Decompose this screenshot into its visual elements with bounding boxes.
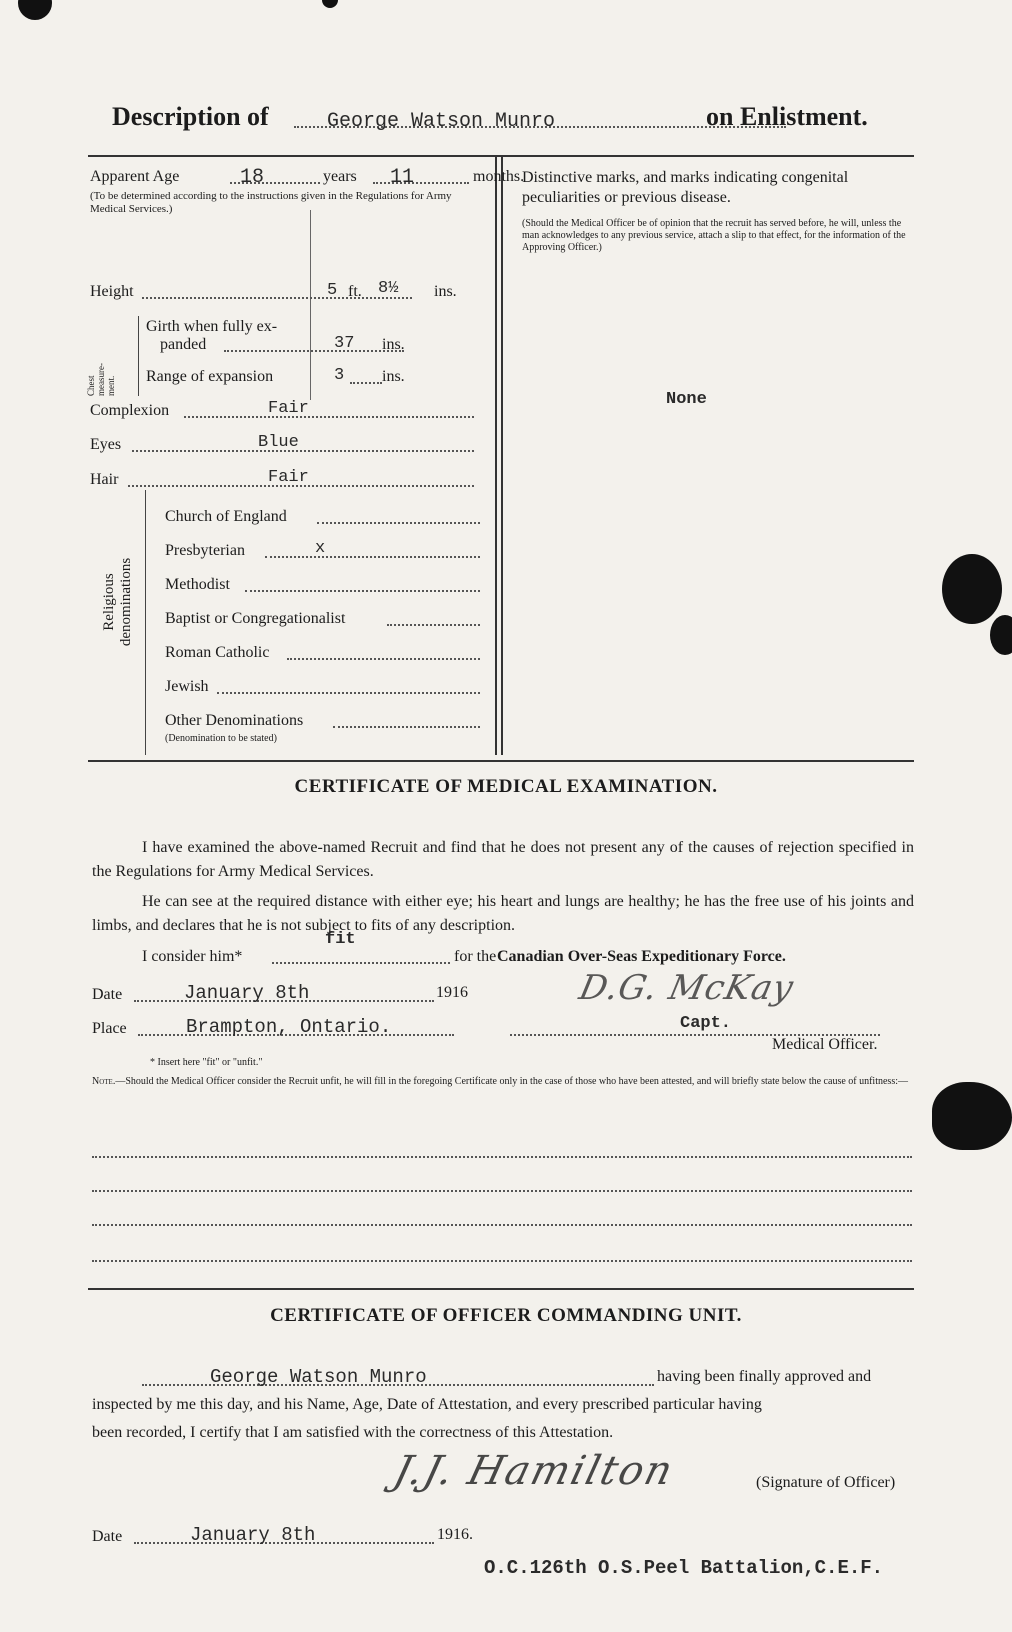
ink-blot-top-left xyxy=(18,0,52,20)
religion-dots xyxy=(287,658,480,660)
religion-dots xyxy=(317,522,480,524)
apparent-age-row xyxy=(90,166,525,190)
religion-label: Jewish xyxy=(165,678,209,695)
medical-rank: Capt. xyxy=(680,1014,732,1033)
medical-place-value: Brampton, Ontario. xyxy=(186,1016,392,1038)
ink-blot-right-3 xyxy=(932,1082,1012,1150)
age-years-value: 18 xyxy=(240,166,265,189)
unfit-line xyxy=(92,1260,912,1262)
force-label: Canadian Over-Seas Expeditionary Force. xyxy=(497,948,786,965)
commanding-date-value: January 8th xyxy=(190,1524,316,1546)
religion-bracket-line xyxy=(145,490,146,755)
religion-label: Methodist xyxy=(165,576,230,593)
age-label: Apparent Age xyxy=(90,168,180,185)
age-note: (To be determined according to the instructions given in the Regulations for Army Medical Services.) xyxy=(90,190,452,215)
religion-label: Other Denominations xyxy=(165,712,304,729)
ink-blot-top xyxy=(322,0,338,8)
form-header xyxy=(112,102,912,142)
complexion-dots xyxy=(184,416,474,418)
hair-value: Fair xyxy=(268,468,309,487)
height-ins-label: ins. xyxy=(434,283,457,300)
range-row xyxy=(146,368,491,390)
commanding-date-label: Date xyxy=(92,1528,123,1545)
unfit-line xyxy=(92,1190,912,1192)
lower-rule xyxy=(88,1288,914,1290)
religion-row xyxy=(165,508,480,530)
marks-value: None xyxy=(666,390,707,409)
header-suffix: on Enlistment. xyxy=(706,102,868,131)
note-prefix: Note. xyxy=(92,1076,116,1087)
consider-dots xyxy=(272,962,450,964)
signature-label: (Signature of Officer) xyxy=(756,1474,896,1491)
girth-row xyxy=(146,318,491,358)
religion-dots xyxy=(245,590,480,592)
range-ins-label: ins. xyxy=(382,368,405,385)
header-name: George Watson Munro xyxy=(327,110,556,133)
girth-label-1: Girth when fully ex- xyxy=(146,318,278,335)
center-divider-1 xyxy=(495,157,497,755)
height-dots xyxy=(142,297,412,299)
religion-label: Baptist or Congregationalist xyxy=(165,610,346,627)
center-divider-2 xyxy=(501,157,503,755)
months-label: months. xyxy=(473,168,525,185)
age-months-dots xyxy=(373,182,469,184)
commanding-name-row xyxy=(142,1368,917,1392)
unfit-line xyxy=(92,1156,912,1158)
medical-place-label: Place xyxy=(92,1020,127,1037)
complexion-value: Fair xyxy=(268,399,309,418)
religion-dots xyxy=(333,726,480,728)
consider-label: I consider him* xyxy=(142,948,243,965)
marks-note: (Should the Medical Officer be of opinion that the recruit has served before, he will, unless the man acknowledges to any previous service, attach a slip to that effect, for the information of the Approving Officer.) xyxy=(522,218,906,253)
commanding-signature: J.J. Hamilton xyxy=(389,1448,679,1494)
religion-side-label: Religious denominations xyxy=(101,557,134,647)
hair-row xyxy=(90,468,480,493)
religion-label: Church of England xyxy=(165,508,287,525)
commanding-text-1: having been finally approved and xyxy=(657,1368,872,1385)
commanding-date-row xyxy=(92,1526,512,1550)
ink-blot-right-1 xyxy=(942,554,1002,624)
religion-label: Roman Catholic xyxy=(165,644,270,661)
range-label: Range of expansion xyxy=(146,368,274,385)
religion-dots xyxy=(265,556,480,558)
medical-officer-label: Medical Officer. xyxy=(772,1036,878,1053)
girth-dots xyxy=(224,350,404,352)
commanding-text-3: been recorded, I certify that I am satisfied with the correctness of this Attestation. xyxy=(92,1424,614,1441)
religion-mark: x xyxy=(315,539,326,558)
ft-label: ft. xyxy=(348,283,362,300)
religion-row xyxy=(165,712,480,748)
religion-row xyxy=(165,576,480,598)
medical-place-row xyxy=(92,1018,472,1042)
insert-note: * Insert here "fit" or "unfit." xyxy=(150,1057,263,1068)
commanding-unit: O.C.126th O.S.Peel Battalion,C.E.F. xyxy=(484,1557,884,1579)
marks-label: Distinctive marks, and marks indicating congenital peculiarities or previous disease. xyxy=(522,169,849,206)
religion-row xyxy=(165,539,480,564)
medical-signature: D.G. McKay xyxy=(575,968,798,1008)
medical-date-label: Date xyxy=(92,986,123,1003)
commanding-title: CERTIFICATE OF OFFICER COMMANDING UNIT. xyxy=(270,1305,742,1326)
complexion-label: Complexion xyxy=(90,402,170,419)
girth-ins-label: ins. xyxy=(382,336,405,353)
religion-dots xyxy=(387,624,480,626)
religion-row xyxy=(165,644,480,666)
age-months-value: 11 xyxy=(390,166,415,189)
religion-label: Presbyterian xyxy=(165,542,245,559)
eyes-label: Eyes xyxy=(90,436,122,453)
medical-para-2: He can see at the required distance with either eye; his heart and lungs are healthy; he has the free use of his joints and limbs, and declares that he is not subject to fits of any description. xyxy=(92,893,914,934)
mid-rule xyxy=(88,760,914,762)
commanding-year: 1916. xyxy=(437,1526,473,1543)
hair-label: Hair xyxy=(90,471,119,488)
girth-label-2: panded xyxy=(160,336,207,353)
religion-list xyxy=(165,508,485,748)
girth-value: 37 xyxy=(334,334,355,353)
chest-side-label: Chest measure-ment. xyxy=(86,363,116,396)
chest-bracket-line xyxy=(138,316,139,396)
medical-title: CERTIFICATE OF MEDICAL EXAMINATION. xyxy=(294,776,718,797)
ink-blot-right-2 xyxy=(990,615,1012,655)
fit-value: fit xyxy=(325,930,356,949)
for-label: for the xyxy=(454,948,497,965)
range-value: 3 xyxy=(334,366,345,385)
commanding-name-value: George Watson Munro xyxy=(210,1366,427,1388)
height-in-value: 8½ xyxy=(378,279,399,298)
height-label: Height xyxy=(90,283,134,300)
height-ft-value: 5 xyxy=(327,281,338,300)
religion-dots xyxy=(217,692,480,694)
eyes-row xyxy=(90,433,480,458)
height-row xyxy=(90,279,490,305)
medical-date-row xyxy=(92,984,492,1008)
eyes-dots xyxy=(132,450,474,452)
medical-para-1: I have examined the above-named Recruit and find that he does not present any of the causes of rejection specified in the Regulations for Army Medical Services. xyxy=(92,839,914,880)
years-label: years xyxy=(323,168,357,185)
range-dots xyxy=(350,382,382,384)
denomination-note: (Denomination to be stated) xyxy=(165,733,277,744)
complexion-row xyxy=(90,399,480,424)
medical-year: 1916 xyxy=(436,984,468,1001)
note-text: —Should the Medical Officer consider the Recruit unfit, he will fill in the foregoing Certificate only in the case of those who have been attested, and will briefly state below the cause of unfitness:— xyxy=(115,1076,908,1087)
unfit-line xyxy=(92,1224,912,1226)
commanding-text-2: inspected by me this day, and his Name, Age, Date of Attestation, and every prescribed particular having xyxy=(92,1396,762,1413)
medical-date-value: January 8th xyxy=(184,982,310,1004)
religion-row xyxy=(165,610,480,632)
header-prefix: Description of xyxy=(112,102,269,131)
eyes-value: Blue xyxy=(258,433,299,452)
unfit-note xyxy=(92,1075,914,1088)
religion-row xyxy=(165,678,480,700)
consider-row xyxy=(142,930,932,972)
